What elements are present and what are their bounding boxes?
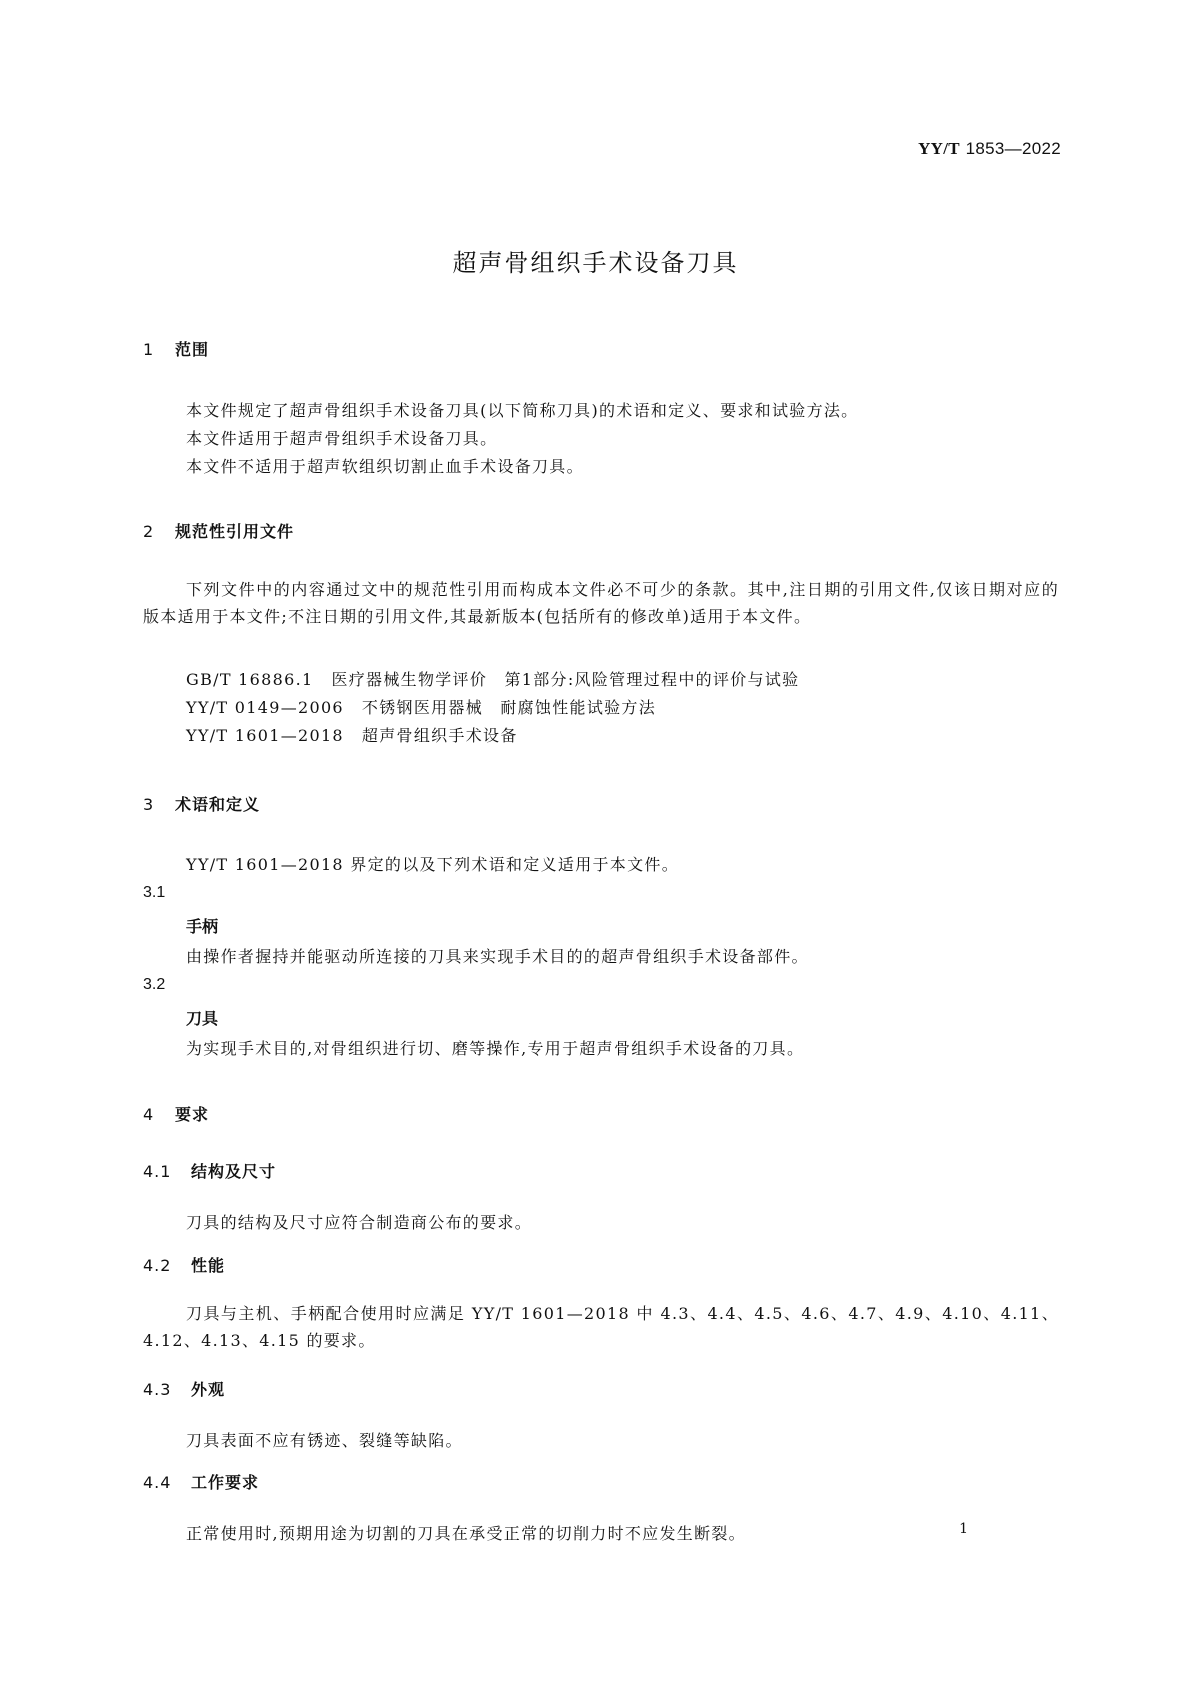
- paragraph: 下列文件中的内容通过文中的规范性引用而构成本文件必不可少的条款。其中,注日期的引用文件,仅该日期对应的版本适用于本文件;不注日期的引用文件,其最新版本(包括所有的修改单)适用于本文件。: [143, 580, 1059, 626]
- subsection-title: 性能: [191, 1256, 226, 1275]
- section-3-heading: [143, 792, 260, 815]
- paragraph: YY/T 1601—2018 界定的以及下列术语和定义适用于本文件。: [186, 855, 679, 874]
- subsection-number: 4.1: [143, 1162, 172, 1181]
- reference-title: 超声骨组织手术设备: [361, 726, 518, 745]
- subsection-heading: [143, 1159, 276, 1182]
- section-number: 3: [143, 795, 155, 814]
- section-title: 范围: [175, 340, 210, 359]
- term-name: 刀具: [186, 1009, 219, 1028]
- section-number: 4: [143, 1105, 155, 1124]
- subsection-number: 4.2: [143, 1256, 172, 1275]
- section-title: 规范性引用文件: [175, 522, 295, 541]
- reference-code: YY/T 1601—2018: [186, 726, 344, 745]
- subsection-heading: [143, 1253, 225, 1276]
- subsection-number: 4.3: [143, 1380, 172, 1399]
- reference-title: 不锈钢医用器械 耐腐蚀性能试验方法: [361, 698, 657, 717]
- page-number: 1: [959, 1521, 968, 1537]
- paragraph: 本文件不适用于超声软组织切割止血手术设备刀具。: [186, 457, 584, 476]
- section-4-heading: [143, 1102, 209, 1125]
- reference-item: [186, 723, 518, 746]
- term-number: 3.1: [143, 884, 166, 901]
- standard-suffix: 1853—2022: [965, 139, 1061, 158]
- subsection-title: 外观: [191, 1380, 226, 1399]
- reference-code: YY/T 0149—2006: [186, 698, 344, 717]
- section-title: 要求: [175, 1105, 210, 1124]
- term-definition: 由操作者握持并能驱动所连接的刀具来实现手术目的的超声骨组织手术设备部件。: [186, 947, 809, 966]
- reference-code: GB/T 16886.1: [186, 670, 314, 689]
- section-number: 2: [143, 522, 155, 541]
- subsection-heading: [143, 1470, 259, 1493]
- subsection-title: 工作要求: [191, 1473, 260, 1492]
- subsection-heading: [143, 1377, 225, 1400]
- paragraph: 刀具的结构及尺寸应符合制造商公布的要求。: [186, 1213, 533, 1232]
- subsection-title: 结构及尺寸: [191, 1162, 277, 1181]
- paragraph: 本文件规定了超声骨组织手术设备刀具(以下简称刀具)的术语和定义、要求和试验方法。: [186, 401, 859, 420]
- section-1-heading: [143, 337, 209, 360]
- section-title: 术语和定义: [175, 795, 261, 814]
- term-number: 3.2: [143, 976, 166, 993]
- reference-title: 医疗器械生物学评价 第1部分:风险管理过程中的评价与试验: [331, 670, 800, 689]
- standard-prefix: YY/T: [918, 139, 960, 158]
- paragraph: 刀具与主机、手柄配合使用时应满足 YY/T 1601—2018 中 4.3、4.4、4.5、4.6、4.7、4.9、4.10、4.11、4.12、4.13、4.15 的要求。: [143, 1304, 1059, 1350]
- reference-item: [186, 695, 656, 718]
- paragraph: 本文件适用于超声骨组织手术设备刀具。: [186, 429, 498, 448]
- term-name: 手柄: [186, 917, 219, 936]
- subsection-number: 4.4: [143, 1473, 172, 1492]
- paragraph: 刀具表面不应有锈迹、裂缝等缺陷。: [186, 1431, 463, 1450]
- section-number: 1: [143, 340, 155, 359]
- term-definition: 为实现手术目的,对骨组织进行切、磨等操作,专用于超声骨组织手术设备的刀具。: [186, 1039, 805, 1058]
- document-title: 超声骨组织手术设备刀具: [452, 249, 739, 277]
- reference-item: [186, 667, 799, 690]
- section-2-heading: [143, 519, 294, 542]
- paragraph: 正常使用时,预期用途为切割的刀具在承受正常的切削力时不应发生断裂。: [186, 1524, 746, 1543]
- standard-number: [918, 139, 1061, 159]
